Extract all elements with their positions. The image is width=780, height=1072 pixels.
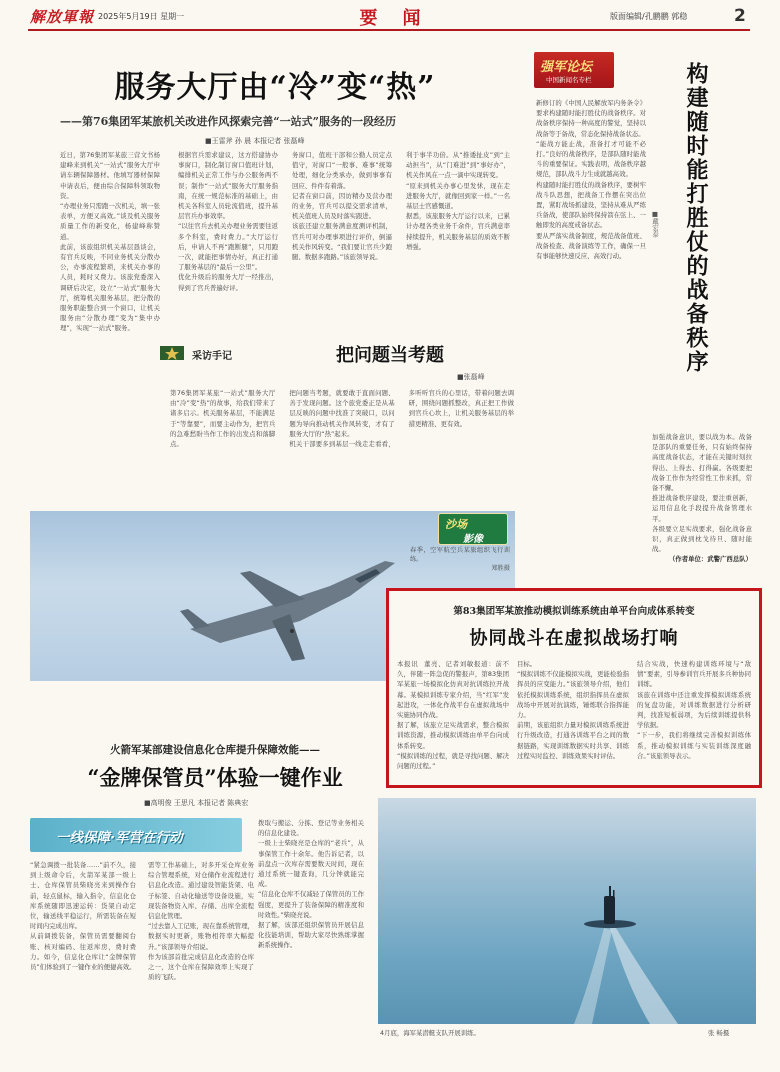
submarine-photo-credit: 张 畅摄 bbox=[708, 1029, 730, 1037]
submarine-photo-caption: 4月底，海军某潜艇支队开展训练。 bbox=[380, 1029, 480, 1037]
sidebar-body-text: 新修订的《中国人民解放军内务条令》要求构建随时能打胜仗的战备秩序。对战备秩序保持一种高度的警觉，坚持以战备等于备战，常态化保持战备状态。 “能战方能止战，准备打才可能不必打。”良好的战备秩序，是部队随时能战斗的重要保证。实践表明，战备秩序越规范，部队战斗力生成就越高效。 构建随时能打胜仗的战备秩序，要树牢战斗队思想，把战备工作摆在突出位置，紧盯战场抓建设，坚持从难从严练兵备战，使部队始终保持箭在弦上、一触即发的高度戒备状态。 要从严落实战备制度，规范战备值班、战备检查、战备演练等工作，确保一旦有事能够快速反应、高效行动。 bbox=[536, 99, 646, 261]
article4-column-3-text: 结合实战，快速构建训练环境与“敌情”要素，引导参训官兵开展多兵种协同训练。 该旅在训练中还注重发挥模拟训练系统的复盘功能，对训练数据进行分析研判，找准短板弱项，为后续训练提供科学依据。 “下一步，我们将继续完善模拟训练体系，推动模拟训练与实装训练深度融合。”该旅领导表示。 bbox=[637, 660, 751, 760]
header-rule bbox=[28, 29, 750, 31]
forum-badge-subtitle: 中国新闻名专栏 bbox=[546, 76, 592, 84]
sidebar-headline bbox=[680, 62, 720, 392]
article3-byline: ■高明俊 王思凡 本报记者 陈典宏 bbox=[144, 799, 249, 807]
frontline-banner bbox=[30, 818, 242, 852]
article1-headline: 服务大厅由“冷”变“热” bbox=[114, 70, 436, 105]
article2-body-text: 第76集团军某旅“一站式”服务大厅由“冷”变“热”的故事，给我们带来了诸多启示。机关服务基层，不能满足于“等靠要”，而要主动作为，把官兵的急难愁盼当作工作的出发点和落脚点。 把问题当考题，就要敢于直面问题、善于发现问题。这个旅党委正是从基层反映的问题中找准了突破口，以问题为导向推动机关作风转变，才有了服务大厅的“热”起来。 机关干部要多到基层一线走走看看，多听听官兵的心里话，带着问题去调研，围绕问题抓整改，真正把工作做到官兵心坎上，让机关服务基层的举措更精准、更有效。 bbox=[170, 389, 514, 449]
article4-column-1-text: 本报讯 董亮、记者刘敏报道：前不久，伴随一阵急促的警报声，第83集团军某旅一场模拟化仿真对抗训练拉开战幕。某模拟训练专家介绍，当“红军”发起进攻，一体化作战平台在虚拟战场中实施协同作战。 据了解，该旅立足实战需求，整合模拟训练资源，推动模拟训练由单平台向成体系转变。 “模拟训练的过程，就是寻找问题、解决问题的过程。” bbox=[397, 660, 509, 771]
sidebar-author-text: ■戴宏泰 bbox=[651, 210, 659, 238]
article3-column-1-text: “紧急调拨一批装备……”前不久，接到上级命令后，火箭军某部一级上士、仓库保管员柴晓亮来到操作台前，轻点鼠标，输入指令，信息化仓库系统随即迅速运转：货架自动定位，输送线平稳运行，所需装备在短时间内完成出库。 从前调拨装备，保管员需要翻阅台账、核对编码、往返库房，费时费力。如今，信息化仓库让“金牌保管员”们体验到了一键作业的便捷高效。 bbox=[30, 861, 136, 972]
page-number: 2 bbox=[734, 6, 746, 26]
article3-headline: “金牌保管员”体验一键作业 bbox=[87, 765, 343, 790]
sidebar-author bbox=[651, 210, 663, 280]
article2-body bbox=[170, 388, 514, 490]
article2-headline: 把问题当考题 bbox=[336, 345, 444, 366]
article4-column-3 bbox=[637, 659, 751, 781]
article3-column-2 bbox=[148, 860, 254, 1060]
sidebar-column-2-text: 加强战备意识，要以战为本。战备是部队的重要任务，只有始终保持高度战备状态，才能在关键时刻拉得出、上得去、打得赢。各级要把战备工作作为经常性工作来抓，常备不懈。 推进战备秩序建设，要注重创新，运用信息化手段提升战备管理水平。 各级要立足实战要求，强化战备意识，真正做到枕戈待旦、随时能战。 bbox=[652, 433, 752, 554]
article4-column-1 bbox=[397, 659, 509, 781]
submarine-icon bbox=[378, 798, 756, 1024]
sandfield-badge-subtitle: 影像 bbox=[463, 534, 483, 545]
article1-column-2-text: 根据官兵需求建议，这方搭建协办事窗口，制化制订窗口值班计划，编排机关正常工作与办公服务两不误；制作“一站式”服务大厅服务指南，在统一规范标准的基础上，由机关各科室人员轮流值班，提升基层官兵办事效率。 “以往官兵去机关办理业务需要往返多个科室，费时费力。”大厅运行后，申请人不再“跑断腿”，只用跑一次，就能把事情办好，真正打通了服务基层的“最后一公里”。 优化升级后的服务大厅一经推出，得到了官兵普遍好评。 bbox=[178, 151, 278, 292]
jet-photo-caption-text: 春季，空军航空兵某旅组织飞行训练。 bbox=[410, 547, 510, 563]
article1-column-1-text: 近日，第76集团军某旅三营文书杨建峰来到机关“一站式”服务大厅申请车辆保障器材。他填写器材保障申请表后，便由综合保障科领取物资。 “办理业务只需跑一次机关，填一张表单，方便又高效。”谈及机关服务质量工作的新变化，杨建峰称赞道。 此前，该旅组织机关基层恳谈会，有官兵反映，不同业务机关分散办公，办事流程繁琐，来机关办事的人员，耗时又费力。该旅党委深入调研后决定，设立“一站式”服务大厅，统筹机关服务基层，把分散的服务职能整合到一个窗口，让机关服务由“分散办理”变为“集中办理”，实现“一站式”服务。 bbox=[60, 151, 160, 333]
article3-column-3 bbox=[258, 818, 364, 1058]
issue-date: 2025年5月19日 星期一 bbox=[98, 12, 185, 21]
forum-badge-title: 强军论坛 bbox=[540, 60, 593, 75]
sandfield-badge-title: 沙场 bbox=[445, 518, 467, 531]
sidebar-headline-text: 构建随时能打胜仗的战备秩序 bbox=[683, 62, 709, 374]
article1-column-4-text: 利于事半功倍。从“推诿扯皮”到“主动担当”，从“门难进”到“事好办”，机关作风在一点一滴中实现转变。 “原来到机关办事心里发怵，现在走进服务大厅，就像回到家一样。”一名基层士官感慨道。 据悉，该旅服务大厅运行以来，已累计办理各类业务千余件，官兵满意率持续提升，机关服务基层的质效不断增强。 bbox=[406, 151, 510, 251]
article4-column-2 bbox=[517, 659, 629, 781]
section-title: 要 闻 bbox=[359, 8, 421, 29]
star-emblem-icon bbox=[160, 342, 186, 364]
article3-kicker: 火箭军某部建设信息化仓库提升保障效能—— bbox=[110, 744, 320, 756]
jet-photo-credit: 郑胜摄 bbox=[491, 565, 510, 572]
sidebar-body bbox=[536, 98, 646, 428]
interview-notes-label bbox=[160, 342, 270, 364]
sidebar-source: （作者单位：武警广西总队） bbox=[668, 555, 752, 564]
article1-column-1 bbox=[60, 150, 160, 460]
forum-badge bbox=[534, 52, 614, 88]
sandfield-badge bbox=[438, 513, 508, 545]
interview-notes-text: 采访手记 bbox=[192, 351, 232, 362]
submarine-photo bbox=[378, 798, 756, 1024]
jet-photo-caption bbox=[410, 546, 510, 576]
article4-headline: 协同战斗在虚拟战场打响 bbox=[469, 628, 679, 649]
article3-column-2-text: 需等工作基础上，对多开采仓库业务综合管理系统，对仓储作业流程进行信息化改造。通过建设智能货架、电子标签、自动化输送等设备设施，实现装备物资入库、存储、出库全流程信息化管理。 “过去靠人工记账，现在靠系统管理，数据实时更新，账物相符率大幅提升。”该部领导介绍说。 作为该部首批完成信息化改造的仓库之一，这个仓库在保障效率上实现了质的飞跃。 bbox=[148, 861, 254, 982]
article1-byline: ■王雷斧 孙 晨 本报记者 张磊峰 bbox=[205, 137, 305, 145]
article1-column-4 bbox=[406, 150, 510, 310]
article1-subhead: ——第76集团军某旅机关改进作风探索完善“一站式”服务的一段经历 bbox=[60, 115, 396, 128]
masthead-logo: 解放軍報 bbox=[30, 8, 95, 26]
article3-column-3-text: 拨取与搬运、分拣、登记等业务相关的信息化建设。 一级上士柴晓亮是仓库的“老兵”，从事保管工作十余年。他告诉记者，以前盘点一次库存需要数天时间，现在通过系统一键查询，几分钟就能完成。 “信息化仓库不仅减轻了保管员的工作强度，更提升了装备保障的精准度和时效性。”柴晓亮说。 据了解，该部还组织保管员开展信息化技能培训，帮助大家尽快熟练掌握新系统操作。 bbox=[258, 819, 364, 950]
article1-column-3 bbox=[292, 150, 392, 310]
page-header bbox=[0, 0, 780, 30]
article1-column-2 bbox=[178, 150, 278, 310]
article1-column-3-text: 务窗口，值班干部和公勤人员定点值守，对窗口“一般事、难事”统筹处理，细化分类承办，做到事事有回应、件件有着落。 记者在窗口前，因访精办及营办理的业务，官兵可以提交需求清单，机关值班人员及时落实跟进。 该旅还建立服务满意度测评机制，官兵可对办理事项进行评价，倒逼机关作风转变。“我们要让官兵少跑腿、数据多跑路。”该旅领导说。 bbox=[292, 151, 392, 262]
page-editors: 版面编辑/孔鹏鹏 郭稳 bbox=[610, 12, 688, 21]
article3-column-1 bbox=[30, 860, 136, 1060]
sidebar-column-2 bbox=[652, 432, 752, 572]
article4-box bbox=[386, 588, 762, 788]
article2-byline: ■张磊峰 bbox=[457, 373, 485, 381]
article4-kicker: 第83集团军某旅推动模拟训练系统由单平台向成体系转变 bbox=[453, 606, 695, 617]
frontline-banner-text: 一线保障·军营在行动 bbox=[56, 830, 183, 846]
article4-column-2-text: 目标。 “模拟训练不仅能模拟实战，更能检验指挥员的应变能力。”该旅领导介绍，他们依托模拟训练系统，组织指挥员在虚拟战场中开展对抗演练，锤炼联合指挥能力。 前期，该旅组织力量对模拟训练系统进行升级改造，打通各训练平台之间的数据链路，实现训练数据实时共享、训练过程实时监控、训练效果实时评估。 bbox=[517, 660, 629, 760]
